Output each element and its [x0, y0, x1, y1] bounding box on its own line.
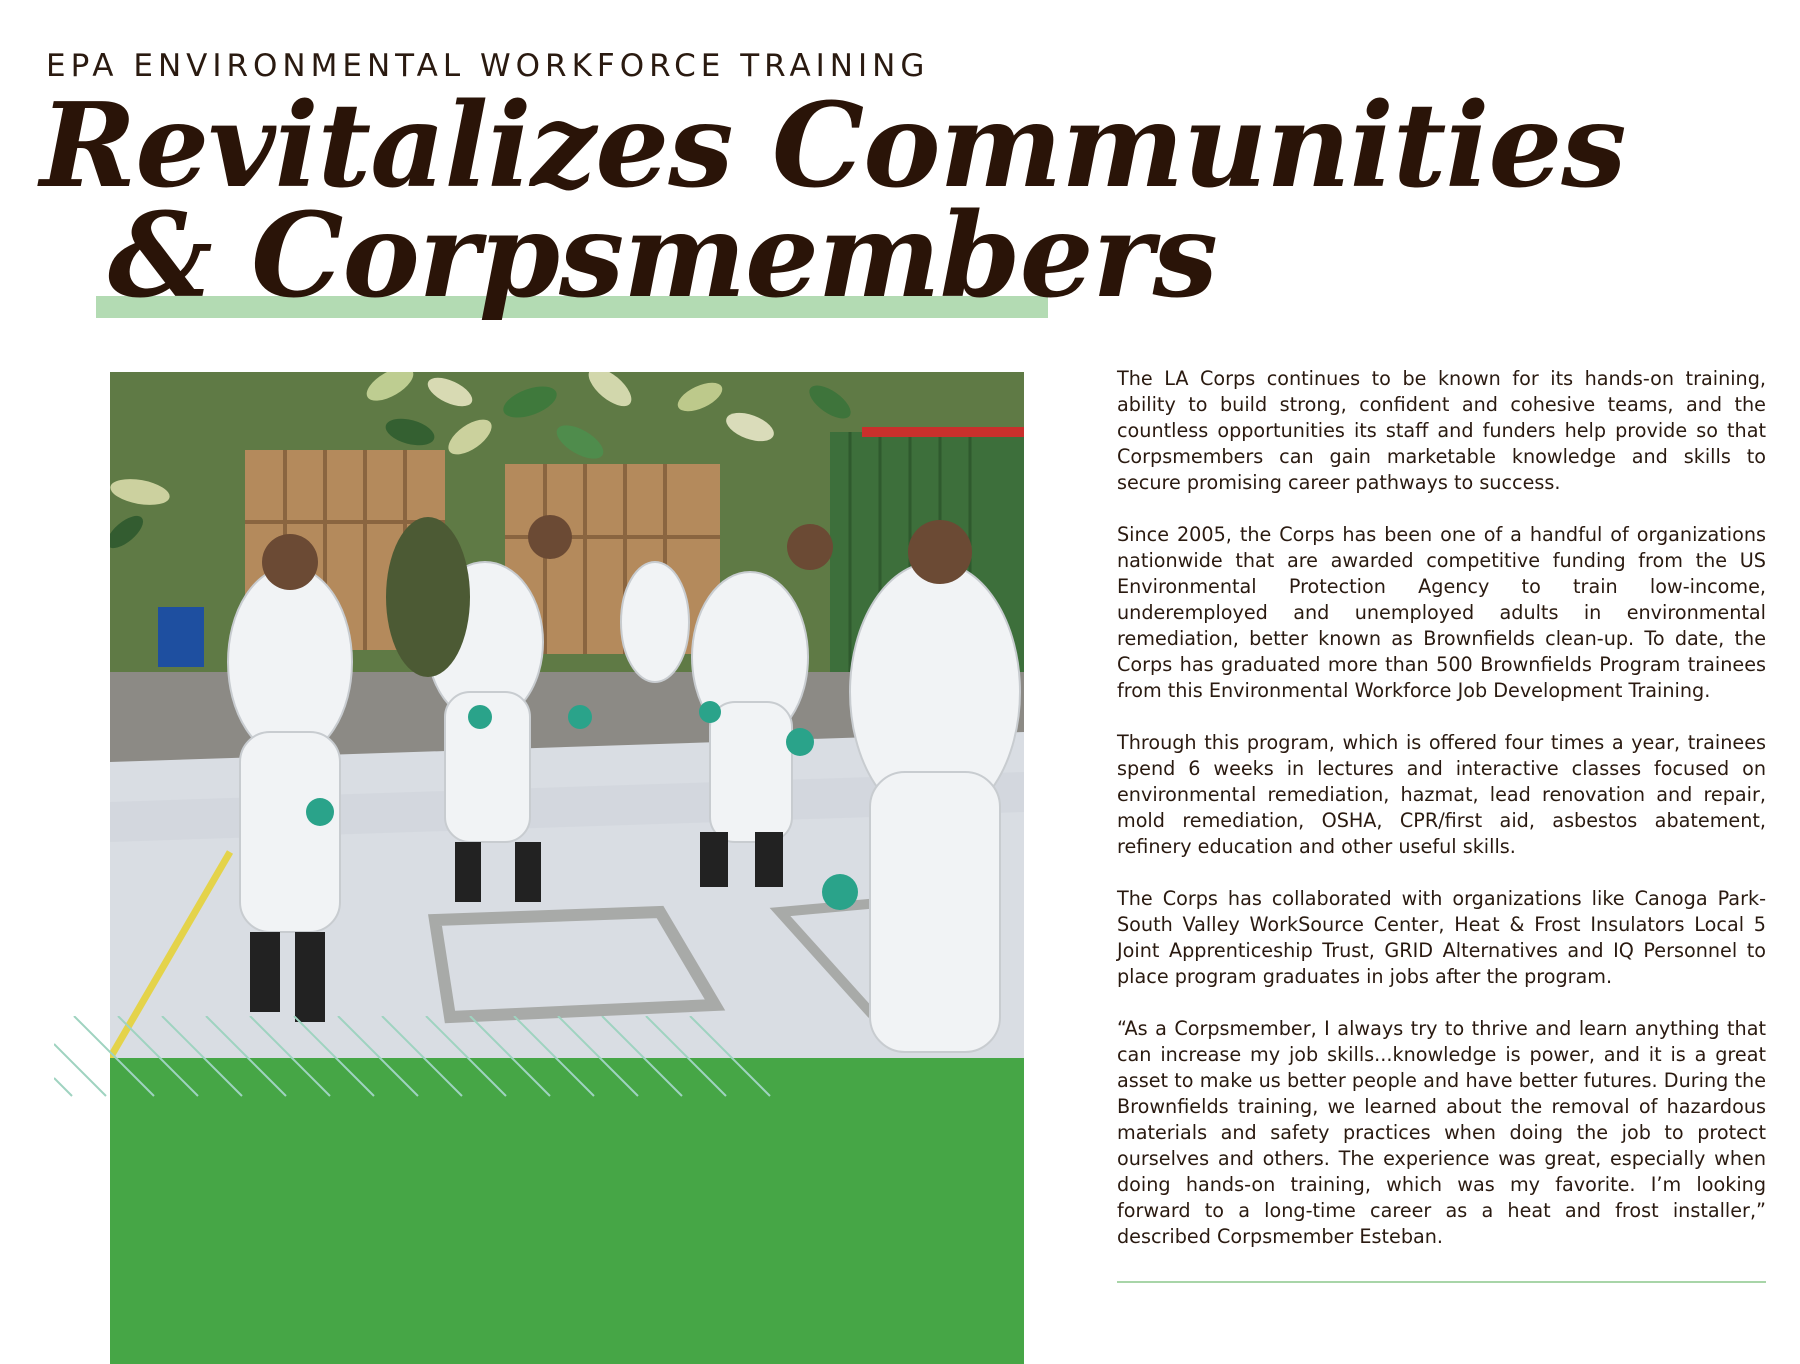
hazmat-training-photo [110, 372, 1024, 1058]
title-line-2: & Corpsmembers [108, 188, 1217, 324]
divider-rule [1117, 1281, 1766, 1283]
article-body [1117, 366, 1766, 1276]
paragraph-partners: The Corps has collaborated with organizations like Canoga Park-South Valley WorkSource Center, Heat & Frost Insulators Local 5 Joint Apprenticeship Trust, GRID Alternatives and IQ Personnel to place program graduates in jobs after the program. [1117, 887, 1766, 988]
diagonal-hatch-decoration [54, 1016, 790, 1100]
paragraph-program: Through this program, which is offered four times a year, trainees spend 6 weeks in lectures and interactive classes focused on environmental remediation, hazmat, lead renovation and repair, mold remediation, OSHA, CPR/first aid, asbestos abatement, refinery education and other useful skills. [1117, 731, 1766, 858]
paragraph-quote: “As a Corpsmember, I always try to thrive and learn anything that can increase my job skills...knowledge is power, and it is a great asset to make us better people and have better futures. During the Brownfields training, we learned about the removal of hazardous materials and safety practices when doing the job to protect ourselves and others. The experience was great, especially when doing hands-on training, which was my favorite. I’m looking forward to a long-time career as a heat and frost installer,” described Corpsmember Esteban. [1117, 1017, 1766, 1248]
title-line-1: Revitalizes Communities [40, 78, 1626, 214]
paragraph-history: Since 2005, the Corps has been one of a handful of organizations nationwide that are awarded competitive funding from the US Environmental Protection Agency to train low-income, underemployed and unemployed adults in environmental remediation, better known as Brownfields clean-up. To date, the Corps has graduated more than 500 Brownfields Program trainees from this Environmental Workforce Job Development Training. [1117, 523, 1766, 702]
page-title [40, 78, 1626, 324]
paragraph-intro: The LA Corps continues to be known for its hands-on training, ability to build strong, confident and cohesive teams, and the countless opportunities its staff and funders help provide so that Corpsmembers can gain marketable knowledge and skills to secure promising career pathways to success. [1117, 367, 1766, 494]
green-accent-block [110, 1058, 1024, 1364]
eyebrow-heading: EPA ENVIRONMENTAL WORKFORCE TRAINING [46, 48, 930, 84]
